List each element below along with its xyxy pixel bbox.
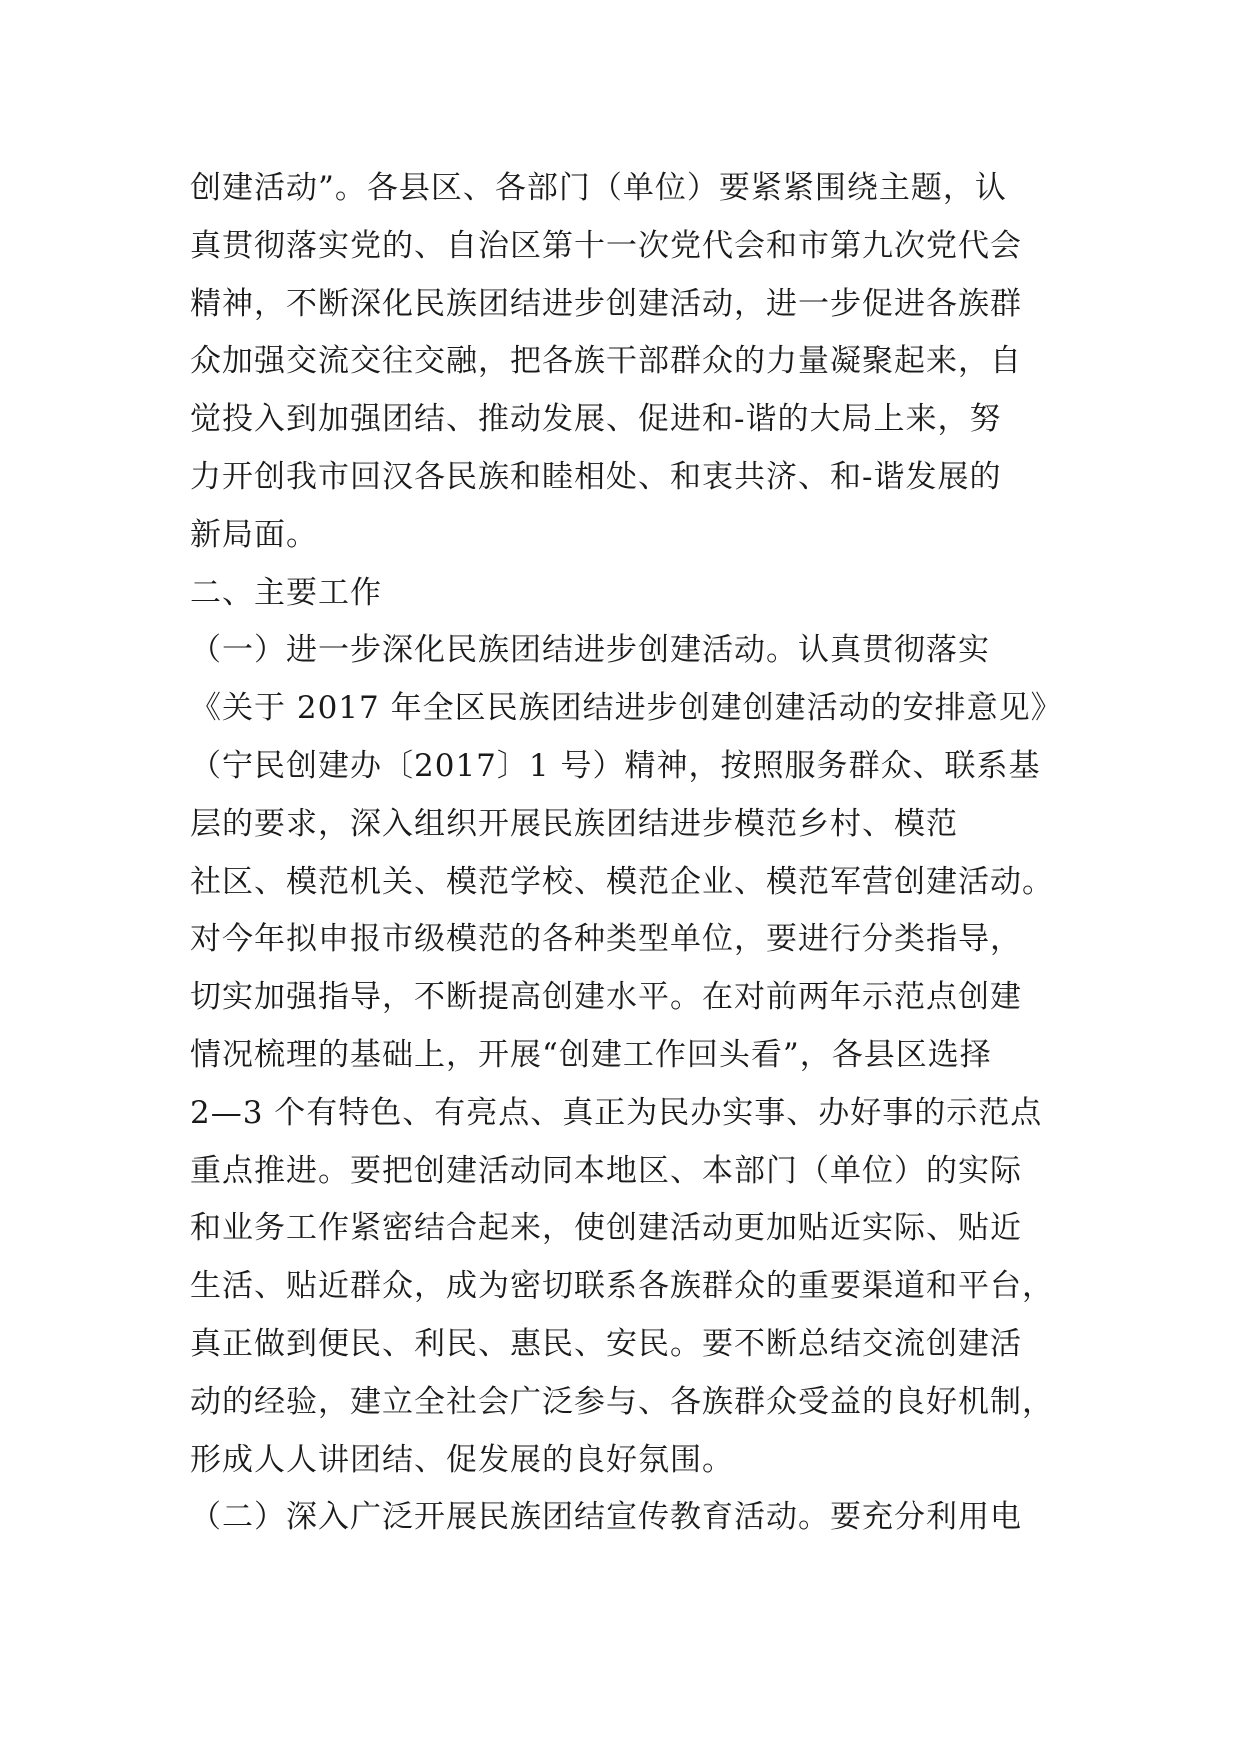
text-line: 真贯彻落实党的、自治区第十一次党代会和市第九次党代会 (190, 227, 1022, 264)
text-line: 创建活动”。各县区、各部门（单位）要紧紧围绕主题，认 (190, 170, 1007, 206)
text-line: 和业务工作紧密结合起来，使创建活动更加贴近实际、贴近 (190, 1210, 1022, 1247)
text-line: 社区、模范机关、模范学校、模范企业、模范军营创建活动。 (190, 863, 1054, 900)
text-line: 情况梳理的基础上，开展“创建工作回头看”，各县区选择 (190, 1036, 992, 1073)
text-line: 众加强交流交往交融，把各族干部群众的力量凝聚起来，自 (190, 343, 1022, 380)
text-line: 切实加强指导，不断提高创建水平。在对前两年示范点创建 (190, 979, 1022, 1016)
text-line: 新局面。 (190, 516, 318, 553)
text-line: 重点推进。要把创建活动同本地区、本部门（单位）的实际 (190, 1152, 1022, 1189)
body-text (190, 160, 1090, 1547)
text-line: 对今年拟申报市级模范的各种类型单位，要进行分类指导， (190, 921, 1022, 958)
text-line: 真正做到便民、利民、惠民、安民。要不断总结交流创建活 (190, 1325, 1022, 1362)
text-line: 生活、贴近群众，成为密切联系各族群众的重要渠道和平台， (190, 1268, 1054, 1305)
text-line: （宁民创建办〔2017〕1 号）精神，按照服务群众、联系基 (190, 747, 1041, 784)
text-line: 形成人人讲团结、促发展的良好氛围。 (190, 1441, 734, 1478)
text-line: （二）深入广泛开展民族团结宣传教育活动。要充分利用电 (190, 1499, 1022, 1536)
text-line: （一）进一步深化民族团结进步创建活动。认真贯彻落实 (190, 632, 990, 669)
text-line: 动的经验，建立全社会广泛参与、各族群众受益的良好机制， (190, 1383, 1054, 1420)
section-heading: 二、主要工作 (190, 574, 382, 611)
text-line: 2—3 个有特色、有亮点、真正为民办实事、办好事的示范点 (190, 1094, 1043, 1131)
text-line: 精神，不断深化民族团结进步创建活动，进一步促进各族群 (190, 285, 1022, 322)
text-line: 《关于 2017 年全区民族团结进步创建创建活动的安排意见》 (190, 690, 1063, 727)
text-line: 层的要求，深入组织开展民族团结进步模范乡村、模范 (190, 805, 958, 842)
text-line: 力开创我市回汉各民族和睦相处、和衷共济、和-谐发展的 (190, 458, 1002, 495)
text-line: 觉投入到加强团结、推动发展、促进和-谐的大局上来，努 (190, 401, 1002, 438)
